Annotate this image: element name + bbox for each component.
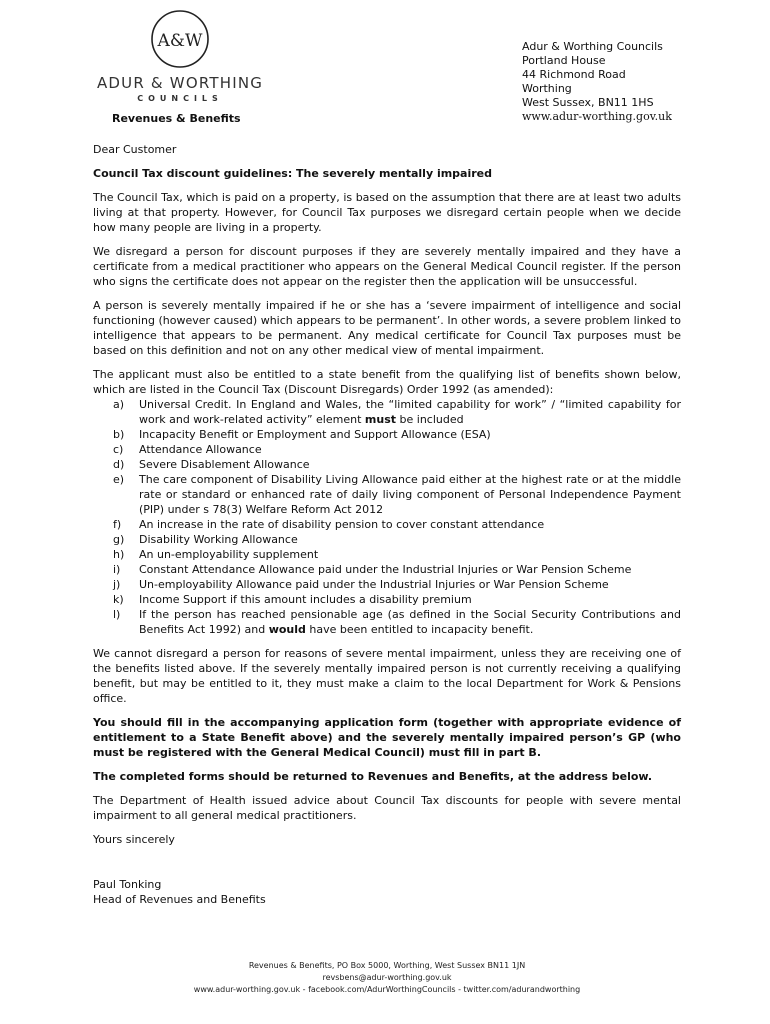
- benefit-text: An increase in the rate of disability pension to cover constant attendance: [139, 518, 545, 531]
- address-line: West Sussex, BN11 1HS: [522, 96, 654, 109]
- signatory-name: Paul Tonking: [93, 878, 162, 891]
- benefit-list: [93, 397, 681, 637]
- benefit-item: [93, 517, 681, 532]
- paragraph: The Council Tax, which is paid on a property, is based on the assumption that there are at least two adults living at that property. However, for Council Tax purposes we disregard certain people when we decide how many people are living in a property.: [93, 191, 681, 234]
- address-line: 44 Richmond Road: [522, 68, 626, 81]
- address-line: Portland House: [522, 54, 606, 67]
- benefit-label: f): [113, 518, 122, 531]
- council-logo: [90, 8, 270, 103]
- benefit-text: An un-employability supplement: [139, 548, 319, 561]
- benefit-label: j): [113, 578, 121, 591]
- benefit-item: [93, 547, 681, 562]
- benefit-text: Incapacity Benefit or Employment and Support Allowance (ESA): [139, 428, 491, 441]
- benefit-text: Disability Working Allowance: [139, 533, 298, 546]
- paragraph: We cannot disregard a person for reasons of severe mental impairment, unless they are receiving one of the benefits listed above. If the severely mentally impaired person is not currently receiving a qualifying benefit, but may be entitled to it, they must make a claim to the local Department for Work & Pensions office.: [93, 647, 681, 705]
- benefit-text: Universal Credit. In England and Wales, the “limited capability for work” / “limited capability for work and work-related activity” element: [139, 398, 681, 426]
- benefit-emphasis: must: [364, 413, 397, 426]
- benefit-label: a): [113, 398, 125, 411]
- benefit-text: Severe Disablement Allowance: [139, 458, 310, 471]
- benefit-item: [93, 472, 681, 517]
- benefit-item: [93, 427, 681, 442]
- salutation: Dear Customer: [93, 143, 177, 156]
- logo-monogram: A&W: [157, 31, 203, 51]
- benefit-item: [93, 457, 681, 472]
- benefit-label: b): [113, 428, 125, 441]
- address-line: Adur & Worthing Councils: [522, 40, 663, 53]
- footer: [93, 960, 681, 996]
- return-instruction: The completed forms should be returned to Revenues and Benefits, at the address below.: [93, 770, 653, 783]
- signatory-title: Head of Revenues and Benefits: [93, 893, 266, 906]
- benefit-text: Constant Attendance Allowance paid under the Industrial Injuries or War Pension Scheme: [139, 563, 632, 576]
- benefit-item: [93, 562, 681, 577]
- benefit-item: [93, 442, 681, 457]
- benefit-text: Attendance Allowance: [139, 443, 262, 456]
- benefit-text: If the person has reached pensionable age (as defined in the Social Security Contributions and Benefits Act 1992) and: [139, 608, 681, 636]
- address-line: Worthing: [522, 82, 572, 95]
- paragraph: We disregard a person for discount purposes if they are severely mentally impaired and they have a certificate from a medical practitioner who appears on the General Medical Council register. If the person who signs the certificate does not appear on the register then the application will be unsuccessful.: [93, 245, 681, 288]
- letter-title: Council Tax discount guidelines: The severely mentally impaired: [93, 167, 493, 180]
- paragraph: The Department of Health issued advice about Council Tax discounts for people with severe mental impairment to all general medical practitioners.: [93, 794, 681, 822]
- logo-name: ADUR & WORTHING: [96, 74, 264, 92]
- department-name: Revenues & Benefits: [112, 112, 241, 125]
- benefit-text: be included: [396, 413, 464, 426]
- benefit-label: e): [113, 473, 125, 486]
- benefit-item: [93, 532, 681, 547]
- logo-circle-icon: [149, 8, 211, 70]
- benefit-item: [93, 397, 681, 427]
- benefit-label: g): [113, 533, 125, 546]
- benefit-item: [93, 577, 681, 592]
- benefit-label: i): [113, 563, 121, 576]
- logo-subtitle: COUNCILS: [137, 94, 223, 103]
- council-address: [522, 40, 672, 124]
- benefit-label: k): [113, 593, 124, 606]
- letter-body: [93, 142, 681, 907]
- benefit-label: l): [113, 608, 121, 621]
- benefit-text: The care component of Disability Living Allowance paid either at the highest rate or at the middle rate or standard or enhanced rate of daily living component of Personal Independence Payment (PIP) under s 78(3) Welfare Reform Act 2012: [139, 473, 681, 516]
- benefit-item: [93, 607, 681, 637]
- paragraph: A person is severely mentally impaired if he or she has a ‘severe impairment of intelligence and social functioning (however caused) which appears to be permanent’. In other words, a severe problem linked to intelligence that appears to be permanent. Any medical certificate for Council Tax purposes must be based on this definition and not on any other medical view of mental impairment.: [93, 299, 681, 357]
- paragraph: The applicant must also be entitled to a state benefit from the qualifying list of benefits shown below, which are listed in the Council Tax (Discount Disregards) Order 1992 (as amended):: [93, 368, 681, 396]
- footer-address: Revenues & Benefits, PO Box 5000, Worthing, West Sussex BN11 1JN: [248, 961, 526, 970]
- signature-block: [93, 877, 681, 907]
- benefit-emphasis: would: [268, 623, 306, 636]
- closing: Yours sincerely: [93, 833, 175, 846]
- instruction-paragraph: You should fill in the accompanying application form (together with appropriate evidence of entitlement to a State Benefit above) and the severely mentally impaired person’s GP (who must be registered with the General Medical Council) must fill in part B.: [93, 716, 681, 759]
- benefit-text: Un-employability Allowance paid under the Industrial Injuries or War Pension Scheme: [139, 578, 609, 591]
- benefit-text: have been entitled to incapacity benefit.: [305, 623, 534, 636]
- footer-email[interactable]: revsbens@adur-worthing.gov.uk: [322, 973, 452, 982]
- website-link[interactable]: www.adur-worthing.gov.uk: [522, 110, 672, 123]
- benefit-label: d): [113, 458, 125, 471]
- footer-links[interactable]: www.adur-worthing.gov.uk - facebook.com/AdurWorthingCouncils - twitter.com/adurandworthing: [193, 985, 581, 994]
- benefit-label: c): [113, 443, 124, 456]
- benefit-item: [93, 592, 681, 607]
- benefit-label: h): [113, 548, 125, 561]
- benefit-text: Income Support if this amount includes a disability premium: [139, 593, 472, 606]
